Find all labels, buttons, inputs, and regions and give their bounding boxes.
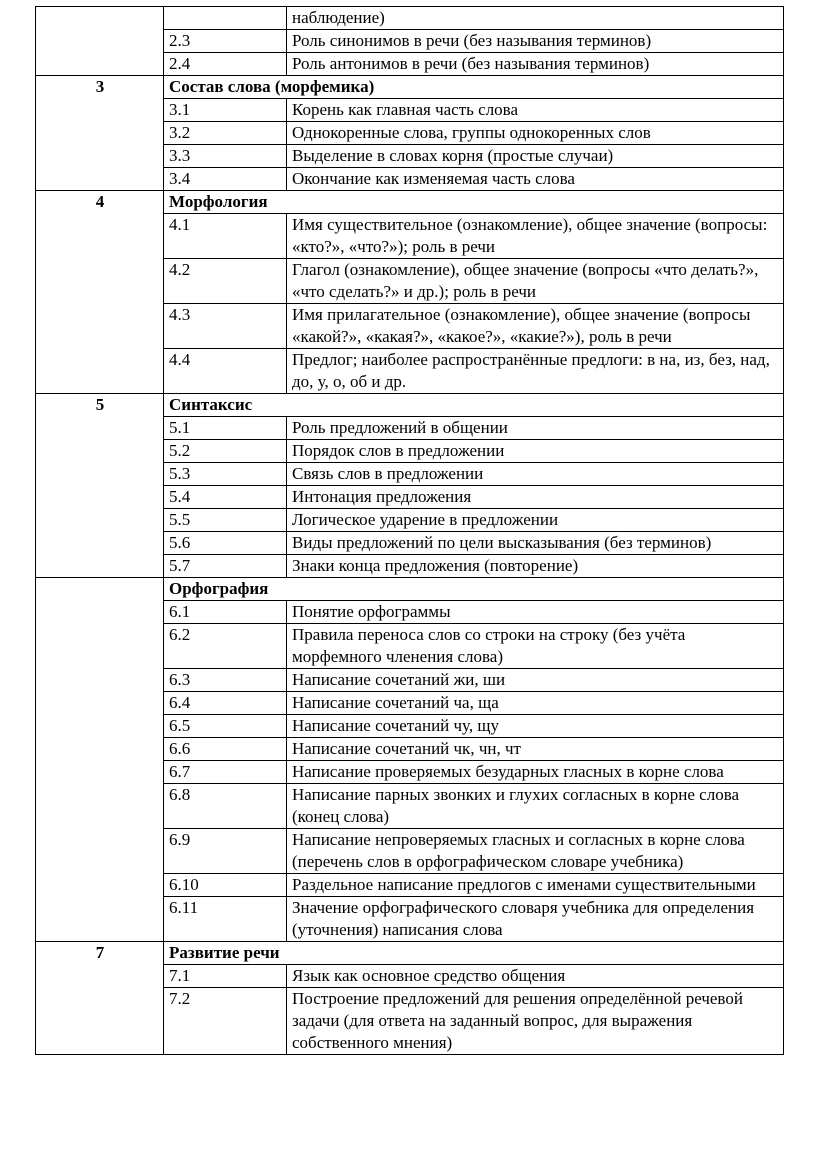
item-code: 2.4 [164, 53, 287, 76]
item-text: Виды предложений по цели высказывания (без терминов) [287, 532, 784, 555]
item-code: 6.10 [164, 874, 287, 897]
table-body [36, 7, 784, 1055]
curriculum-table [35, 6, 784, 1055]
item-text: Написание проверяемых безударных гласных в корне слова [287, 761, 784, 784]
item-code: 3.2 [164, 122, 287, 145]
item-code [164, 7, 287, 30]
document-page [35, 6, 784, 1055]
item-text: Имя прилагательное (ознакомление), общее значение (вопросы «какой?», «какая?», «какое?», «какие?»), роль в речи [287, 304, 784, 349]
item-code: 5.6 [164, 532, 287, 555]
item-code: 5.1 [164, 417, 287, 440]
item-text: Роль синонимов в речи (без называния терминов) [287, 30, 784, 53]
section-number: 5 [36, 394, 164, 578]
section-number: 7 [36, 942, 164, 1055]
item-code: 7.2 [164, 988, 287, 1055]
item-code: 6.5 [164, 715, 287, 738]
item-code: 5.5 [164, 509, 287, 532]
item-code: 5.3 [164, 463, 287, 486]
section-row [36, 942, 784, 965]
item-text: Понятие орфограммы [287, 601, 784, 624]
item-text: Написание непроверяемых гласных и согласных в корне слова (перечень слов в орфографическом словаре учебника) [287, 829, 784, 874]
item-text: Язык как основное средство общения [287, 965, 784, 988]
item-text: Написание парных звонких и глухих согласных в корне слова (конец слова) [287, 784, 784, 829]
section-number [36, 578, 164, 942]
item-text: Написание сочетаний ча, ща [287, 692, 784, 715]
item-code: 6.11 [164, 897, 287, 942]
section-title: Орфография [164, 578, 784, 601]
item-code: 6.1 [164, 601, 287, 624]
item-text: Раздельное написание предлогов с именами существительными [287, 874, 784, 897]
item-text: Роль антонимов в речи (без называния терминов) [287, 53, 784, 76]
item-text: Написание сочетаний чу, щу [287, 715, 784, 738]
item-code: 6.9 [164, 829, 287, 874]
section-row [36, 76, 784, 99]
section-title: Морфология [164, 191, 784, 214]
section-row [36, 191, 784, 214]
section-title: Развитие речи [164, 942, 784, 965]
item-text: Значение орфографического словаря учебника для определения (уточнения) написания слова [287, 897, 784, 942]
item-code: 6.2 [164, 624, 287, 669]
item-code: 6.3 [164, 669, 287, 692]
item-code: 6.7 [164, 761, 287, 784]
section-row [36, 578, 784, 601]
item-text: Построение предложений для решения определённой речевой задачи (для ответа на заданный вопрос, для выражения собственного мнения) [287, 988, 784, 1055]
item-code: 5.7 [164, 555, 287, 578]
item-text: Однокоренные слова, группы однокоренных слов [287, 122, 784, 145]
item-text: Выделение в словах корня (простые случаи) [287, 145, 784, 168]
item-text: Корень как главная часть слова [287, 99, 784, 122]
section-title: Синтаксис [164, 394, 784, 417]
item-code: 4.4 [164, 349, 287, 394]
item-code: 5.4 [164, 486, 287, 509]
item-text: Порядок слов в предложении [287, 440, 784, 463]
item-text: Предлог; наиболее распространённые предлоги: в на, из, без, над, до, у, о, об и др. [287, 349, 784, 394]
table-row [36, 7, 784, 30]
section-number [36, 7, 164, 76]
item-text: Глагол (ознакомление), общее значение (вопросы «что делать?», «что сделать?» и др.); роль в речи [287, 259, 784, 304]
item-code: 3.3 [164, 145, 287, 168]
item-text: наблюдение) [287, 7, 784, 30]
section-row [36, 394, 784, 417]
item-code: 4.2 [164, 259, 287, 304]
item-code: 5.2 [164, 440, 287, 463]
item-text: Правила переноса слов со строки на строку (без учёта морфемного членения слова) [287, 624, 784, 669]
item-code: 3.1 [164, 99, 287, 122]
item-code: 7.1 [164, 965, 287, 988]
item-code: 6.4 [164, 692, 287, 715]
item-code: 2.3 [164, 30, 287, 53]
item-text: Интонация предложения [287, 486, 784, 509]
item-text: Роль предложений в общении [287, 417, 784, 440]
section-title: Состав слова (морфемика) [164, 76, 784, 99]
item-code: 6.6 [164, 738, 287, 761]
item-text: Связь слов в предложении [287, 463, 784, 486]
item-code: 3.4 [164, 168, 287, 191]
item-text: Знаки конца предложения (повторение) [287, 555, 784, 578]
item-code: 6.8 [164, 784, 287, 829]
section-number: 4 [36, 191, 164, 394]
section-number: 3 [36, 76, 164, 191]
item-text: Имя существительное (ознакомление), общее значение (вопросы: «кто?», «что?»); роль в речи [287, 214, 784, 259]
item-text: Окончание как изменяемая часть слова [287, 168, 784, 191]
item-text: Написание сочетаний чк, чн, чт [287, 738, 784, 761]
item-text: Логическое ударение в предложении [287, 509, 784, 532]
item-code: 4.1 [164, 214, 287, 259]
item-text: Написание сочетаний жи, ши [287, 669, 784, 692]
item-code: 4.3 [164, 304, 287, 349]
